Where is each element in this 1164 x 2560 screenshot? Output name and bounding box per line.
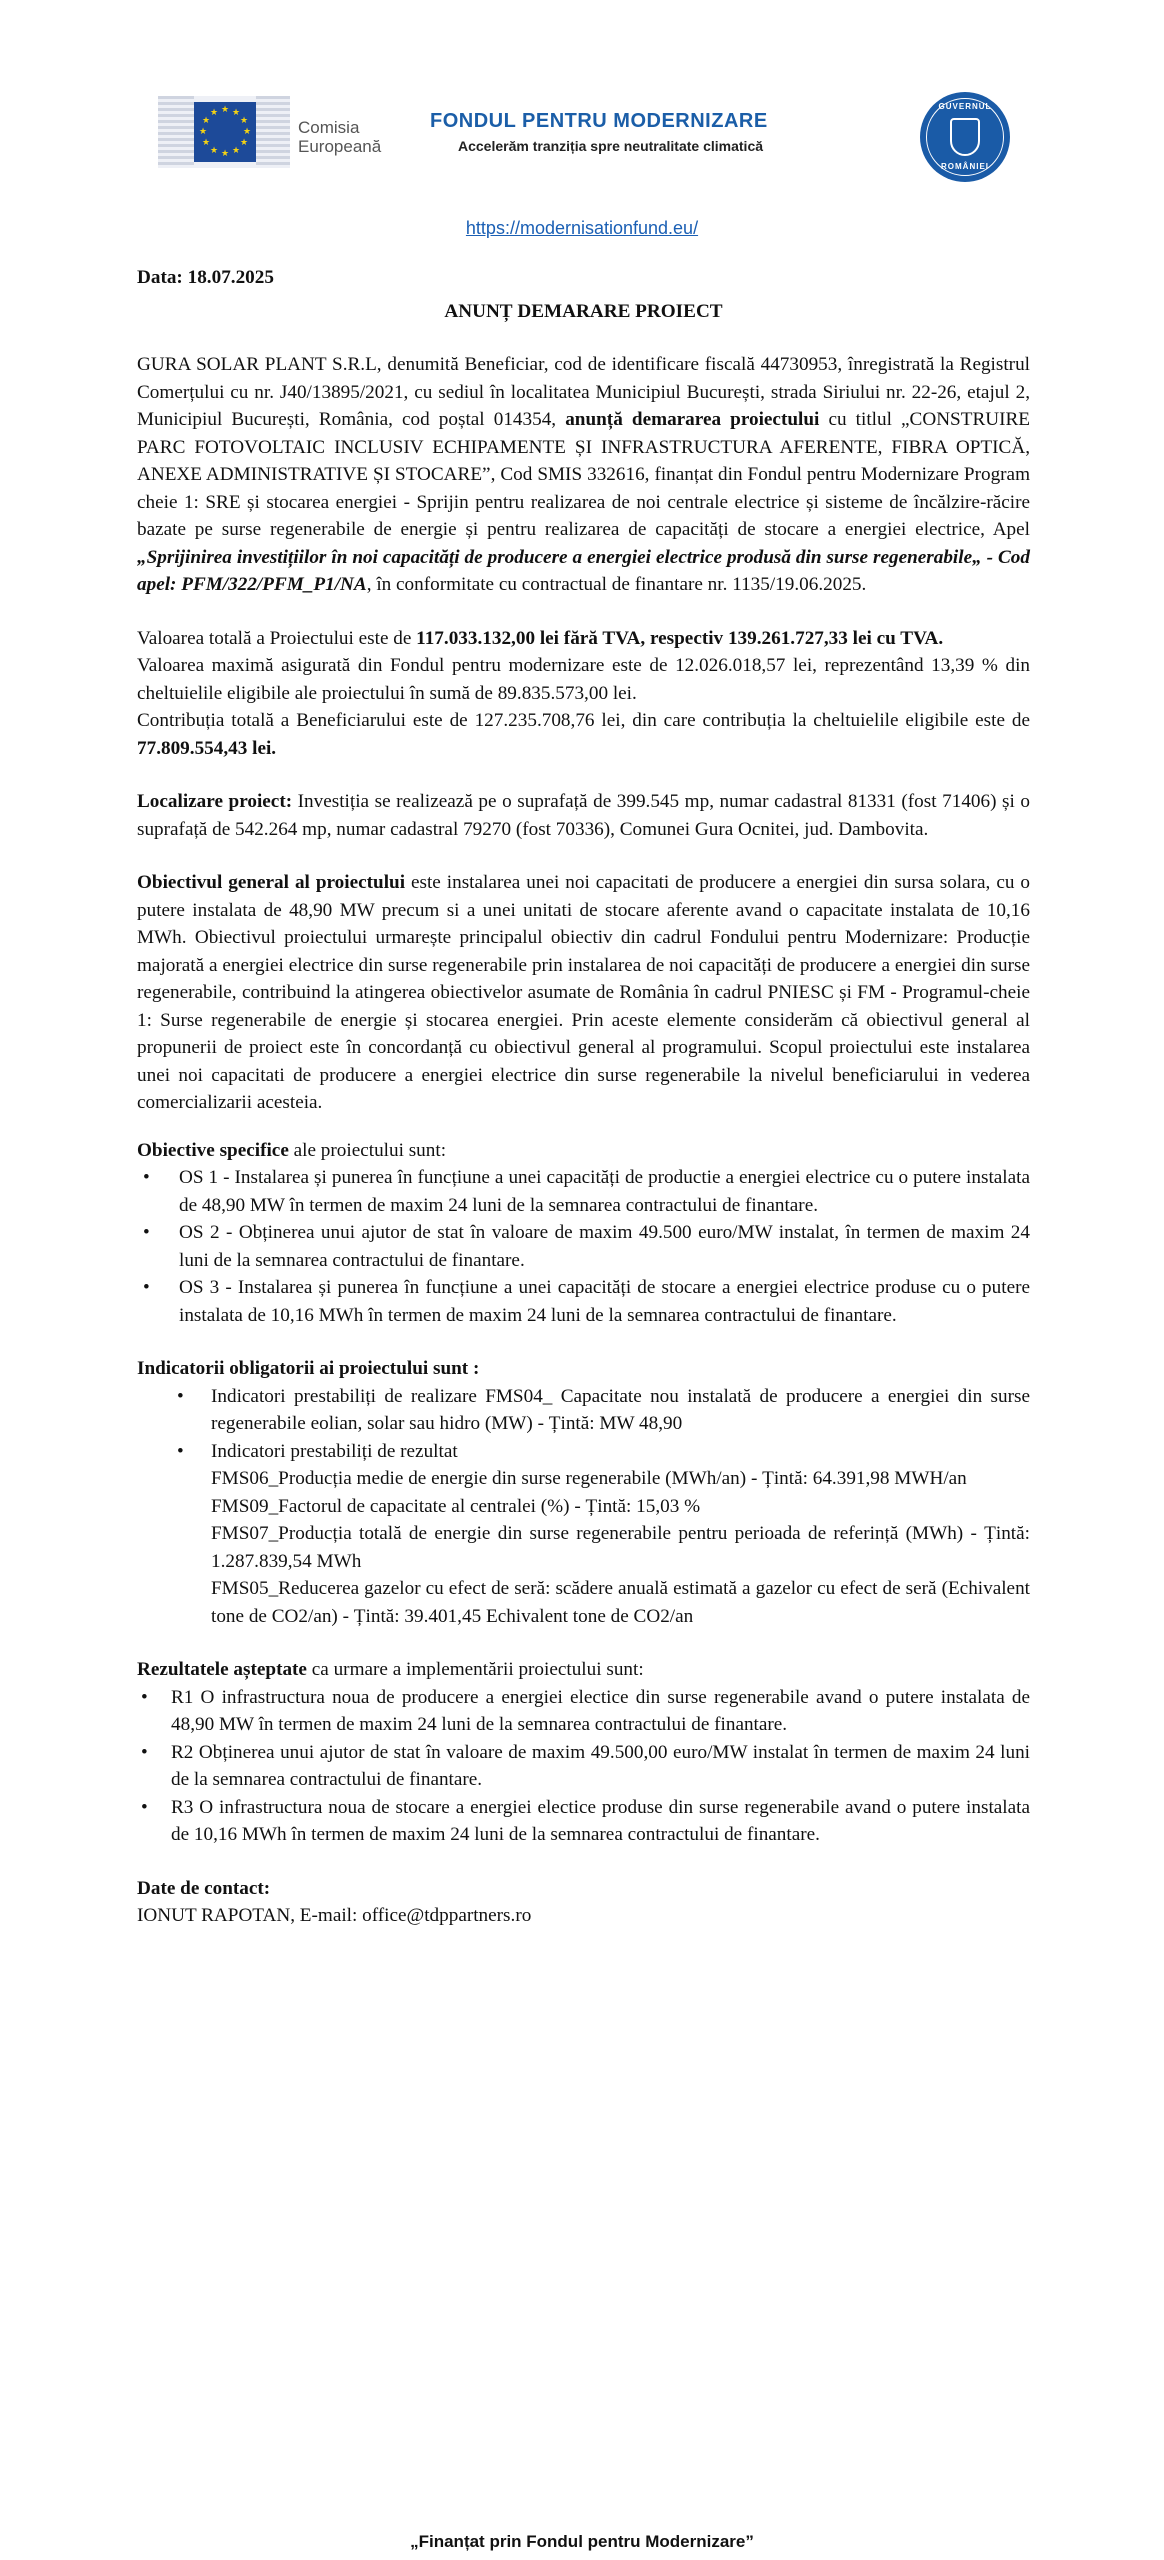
announcement-date: Data: 18.07.2025 (137, 267, 274, 288)
results-list (137, 1684, 1030, 1849)
gov-seal-top-text: GUVERNUL (938, 102, 992, 111)
list-item: • Indicatori prestabiliți de rezultat FMS06_Producția medie de energie din surse regenerabile (MWh/an) - Țintă: 64.391,98 MWH/an FMS09_Factorul de capacitate al centralei (%) - Țintă: 15,03 % FMS07_Producția totală de energie din surse regenerabile pentru perioada de referință (MWh) - Țintă: 1.287.839,54 MWh FMS05_Reducerea gazelor cu efect de seră: scădere anuală estimată a gazelor cu efect de seră (Echivalent tone de CO2/an) - Țintă: 39.401,45 Echivalent tone de CO2/an (137, 1438, 1030, 1631)
location-paragraph: Localizare proiect: Investiția se realizează pe o suprafață de 399.545 mp, numar cadastral 81331 (fost 71406) și o suprafață de 542.264 mp, numar cadastral 79270 (fost 70336), Comunei Gura Ocnitei, jud. Dambovita. (137, 791, 1031, 840)
contact-heading: Date de contact: (137, 1877, 271, 1899)
indicator-fms09: FMS09_Factorul de capacitate al centralei (%) - Țintă: 15,03 % (211, 1495, 701, 1517)
list-item: • R1 O infrastructura noua de producere a energiei electice din surse regenerabile avand o putere instalata de 48,90 MW în termen de maxim 24 luni de la semnarea contractului de finantare. (137, 1684, 1030, 1739)
announcement-body (137, 264, 1030, 1930)
indicators-heading: Indicatorii obligatorii ai proiectului sunt : (137, 1358, 480, 1379)
ec-label-line1: Comisia (298, 118, 360, 137)
specific-objectives-heading: Obiective specifice ale proiectului sunt: (137, 1139, 447, 1161)
list-item: • R3 O infrastructura noua de stocare a energiei electice produse din surse regenerabile avand o putere instalata de 10,16 MWh în termen de maxim 24 luni de la semnarea contractului de finantare. (137, 1794, 1030, 1849)
contact-details: IONUT RAPOTAN, E-mail: office@tdppartners.ro (137, 1905, 532, 1926)
indicator-fms07: FMS07_Producția totală de energie din surse regenerabile pentru perioada de referință (MWh) - Țintă: 1.287.839,54 MWh (211, 1523, 1030, 1572)
results-heading: Rezultatele așteptate ca urmare a implementării proiectului sunt: (137, 1659, 644, 1680)
announcement-title: ANUNȚ DEMARARE PROIECT (444, 300, 723, 322)
intro-paragraph: GURA SOLAR PLANT S.R.L, denumită Beneficiar, cod de identificare fiscală 44730953, înregistrată la Registrul Comerțului cu nr. J40/13895/2021, cu sediul în localitatea Municipiul București, strada Siriului nr. 22-26, etajul 2, Municipiul București, România, cod poștal 014354, anunță demararea proiectului cu titlul „CONSTRUIRE PARC FOTOVOLTAIC INCLUSIV ECHIPAMENTE ȘI INFRASTRUCTURA AFERENTE, FIBRA OPTICĂ, ANEXE ADMINISTRATIVE ȘI STOCARE”, Cod SMIS 332616, finanțat din Fondul pentru Modernizare Program cheie 1: SRE și stocarea energiei - Sprijin pentru realizarea de noi centrale electrice și sisteme de încălzire-răcire bazate pe surse regenerabile de energie și pentru realizarea de capacități de stocare a energiei electrice, Apel „Sprijinirea investițiilor în noi capacități de producere a energiei electrice produsă din surse regenerabile„ - Cod apel: PFM/322/PFM_P1/NA, în conformitate cu contractual de finantare nr. 1135/19.06.2025. (137, 354, 1031, 595)
list-item: • Indicatori prestabiliți de realizare FMS04_ Capacitate nou instalată de producere a energiei din surse regenerabile eolian, solar sau hidro (MW) - Țintă: MW 48,90 (137, 1383, 1030, 1438)
total-value-paragraph: Valoarea totală a Proiectului este de 117.033.132,00 lei fără TVA, respectiv 139.261.727,33 lei cu TVA. (137, 627, 944, 649)
contribution-paragraph: Contribuția totală a Beneficiarului este de 127.235.708,76 lei, din care contribuția la cheltuielile eligibile este de 77.809.554,43 lei. (137, 710, 1030, 759)
fund-title: FONDUL PENTRU MODERNIZARE (430, 110, 768, 132)
ec-label-line2: Europeană (298, 137, 382, 156)
european-commission-logo (158, 96, 390, 168)
general-objective-paragraph: Obiectivul general al proiectului este instalarea unei noi capacitati de producere a energiei din sursa solara, cu o putere instalata de 48,90 MW precum si a unei unitati de stocare aferente avand o capacitate instalata de 10,16 MWh. Obiectivul proiectului urmarește principalul obiectiv din cadrul Fondului pentru Modernizare: Producție majorată a energiei electrice din surse regenerabile prin instalarea de noi capacități de producere a energiei din surse regenerabile, contribuind la atingerea obiectivelor asumate de România în cadrul PNIESC și FM - Programul-cheie 1: Surse regenerabile de energie și stocarea energiei. Prin aceste elemente considerăm că obiectivul general al propunerii de proiect este în concordanță cu obiectivul general al programului. Scopul proiectului este instalarea unei noi capacitati de producere a energiei electrice din surse regenerabile la nivelul beneficiarului in vederea comercializarii acesteia. (137, 872, 1030, 1113)
modernisation-fund-link[interactable]: https://modernisationfund.eu/ (465, 218, 699, 238)
ec-label (298, 118, 381, 156)
specific-objectives-list (137, 1164, 1030, 1329)
indicators-list (137, 1383, 1030, 1631)
header-logos (158, 92, 1018, 184)
indicator-fms05: FMS05_Reducerea gazelor cu efect de seră: scădere anuală estimată a gazelor cu efect de seră (Echivalent tone de CO2/an) - Țintă: 39.401,45 Echivalent tone de CO2/an (211, 1578, 1030, 1627)
list-item: • OS 2 - Obținerea unui ajutor de stat în valoare de maxim 49.500 euro/MW instalat, în termen de maxim 24 luni de la semnarea contractului de finantare. (137, 1219, 1030, 1274)
footer-funding-note: „Finanțat prin Fondul pentru Modernizare” (410, 2532, 754, 2551)
indicator-fms06: FMS06_Producția medie de energie din surse regenerabile (MWh/an) - Țintă: 64.391,98 MWH/an (211, 1468, 967, 1489)
max-value-paragraph: Valoarea maximă asigurată din Fondul pentru modernizare este de 12.026.018,57 lei, reprezentând 13,39 % din cheltuielile eligibile ale proiectului în sumă de 89.835.573,00 lei. (137, 655, 1030, 704)
crest-icon (950, 118, 980, 156)
gov-seal-bottom-text: ROMÂNIEI (941, 162, 989, 171)
list-item: • OS 1 - Instalarea și punerea în funcțiune a unei capacități de productie a energiei electrice cu o putere instalata de 48,90 MW în termen de maxim 24 luni de la semnarea contractului de finantare. (137, 1164, 1030, 1219)
fund-subtitle: Accelerăm tranziția spre neutralitate climatică (458, 138, 764, 154)
list-item: • R2 Obținerea unui ajutor de stat în valoare de maxim 49.500,00 euro/MW instalat în termen de maxim 24 luni de la semnarea contractului de finantare. (137, 1739, 1030, 1794)
eu-flag-icon: ★ ★ ★ ★ ★ ★ ★ ★ ★ ★ ★ ★ (158, 96, 290, 168)
romanian-government-seal-icon (920, 92, 1010, 182)
list-item: • OS 3 - Instalarea și punerea în funcțiune a unei capacități de stocare a energiei electrice produse cu o putere instalata de 10,16 MWh în termen de maxim 24 luni de la semnarea contractului de finantare. (137, 1274, 1030, 1329)
